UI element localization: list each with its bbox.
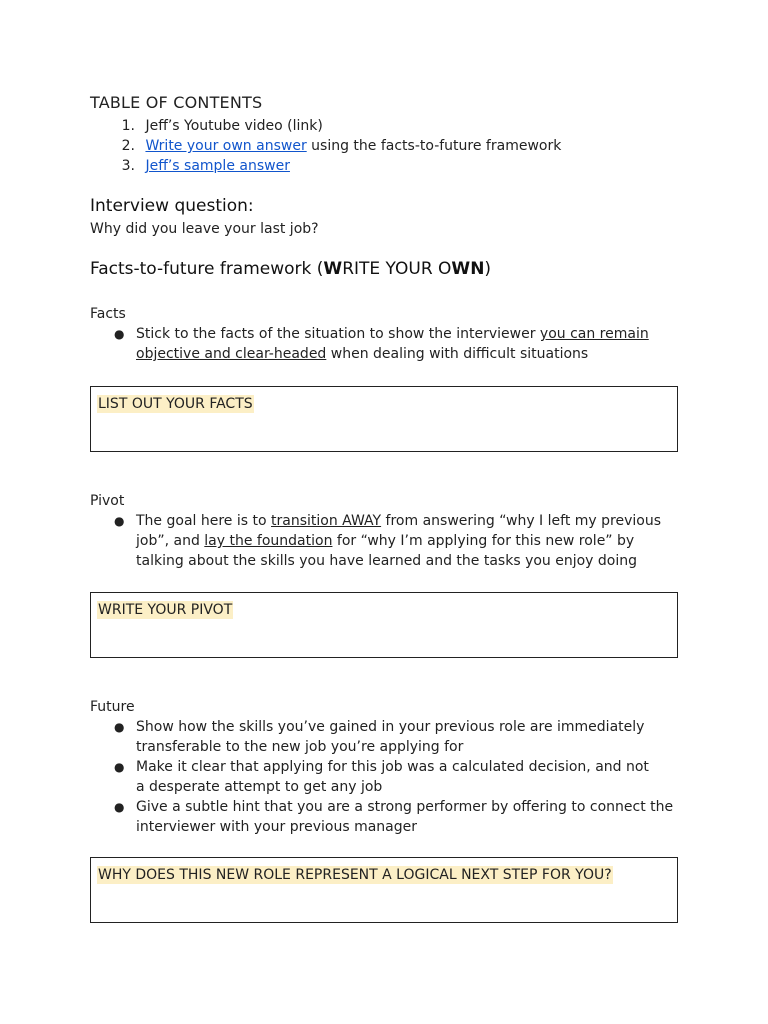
pivot-answer-box[interactable] — [90, 592, 678, 658]
bullet-text: The goal here is to — [136, 513, 271, 529]
list-item — [90, 717, 680, 757]
bullet-icon: ● — [114, 760, 125, 774]
toc-item-text: using the facts-to-future framework — [306, 138, 562, 154]
list-item — [90, 511, 680, 571]
bullet-text: Give a subtle hint that you are a strong performer by offering to connect the interviewer with your previous manager — [136, 799, 674, 835]
toc-list — [90, 116, 561, 176]
bullet-text: for “why I’m applying for this new role” by talking about the skills you have learned and the tasks you enjoy doing — [136, 533, 638, 569]
toc-item-1 — [90, 116, 561, 136]
interview-heading: Interview question: — [90, 196, 254, 216]
bullet-underlined: transition AWAY — [271, 513, 382, 529]
bullet-text: from answering “why I left my previous job”, and — [136, 513, 661, 549]
list-item — [90, 324, 680, 364]
future-bullets — [90, 717, 680, 837]
toc-item-2 — [90, 136, 561, 156]
facts-bullets — [90, 324, 680, 364]
heading-part: N — [470, 259, 485, 279]
bullet-icon: ● — [114, 514, 125, 528]
facts-answer-box[interactable] — [90, 386, 678, 452]
toc-number: 1. — [121, 118, 135, 134]
pivot-label: Pivot — [90, 493, 125, 509]
toc-item-text: Jeff’s Youtube video (link) — [145, 118, 323, 134]
bullet-text: Make it clear that applying for this job was a calculated decision, and not a desperate attempt to get any job — [136, 759, 649, 795]
bullet-underlined: lay the foundation — [204, 533, 333, 549]
bullet-underlined: you can remain objective and clear-headed — [136, 326, 649, 362]
heading-part: RITE YOUR O — [342, 259, 452, 279]
facts-box-prompt: LIST OUT YOUR FACTS — [98, 396, 253, 412]
pivot-bullets — [90, 511, 680, 571]
toc-heading: TABLE OF CONTENTS — [90, 93, 263, 112]
toc-link-write-your-own[interactable]: Write your own answer — [145, 138, 307, 154]
toc-number: 2. — [121, 138, 135, 154]
bullet-text: Stick to the facts of the situation to show the interviewer — [136, 326, 540, 342]
heading-part: Facts-to-future framework ( — [90, 259, 324, 279]
list-item — [90, 797, 680, 837]
bullet-text: Show how the skills you’ve gained in your previous role are immediately transferable to the new job you’re applying for — [136, 719, 645, 755]
future-label: Future — [90, 699, 135, 715]
heading-part: W — [451, 259, 471, 279]
bullet-text: when dealing with difficult situations — [326, 346, 589, 362]
bullet-icon: ● — [114, 800, 125, 814]
toc-number: 3. — [121, 158, 135, 174]
toc-item-3 — [90, 156, 561, 176]
heading-part: ) — [484, 259, 492, 279]
list-item — [90, 757, 680, 797]
future-box-prompt: WHY DOES THIS NEW ROLE REPRESENT A LOGICAL NEXT STEP FOR YOU? — [98, 867, 612, 883]
bullet-icon: ● — [114, 327, 125, 341]
heading-part: W — [323, 259, 343, 279]
interview-question: Why did you leave your last job? — [90, 221, 319, 237]
future-answer-box[interactable] — [90, 857, 678, 923]
framework-heading — [90, 259, 491, 279]
bullet-icon: ● — [114, 720, 125, 734]
facts-label: Facts — [90, 306, 126, 322]
toc-link-sample-answer[interactable]: Jeff’s sample answer — [145, 158, 290, 174]
pivot-box-prompt: WRITE YOUR PIVOT — [98, 602, 233, 618]
